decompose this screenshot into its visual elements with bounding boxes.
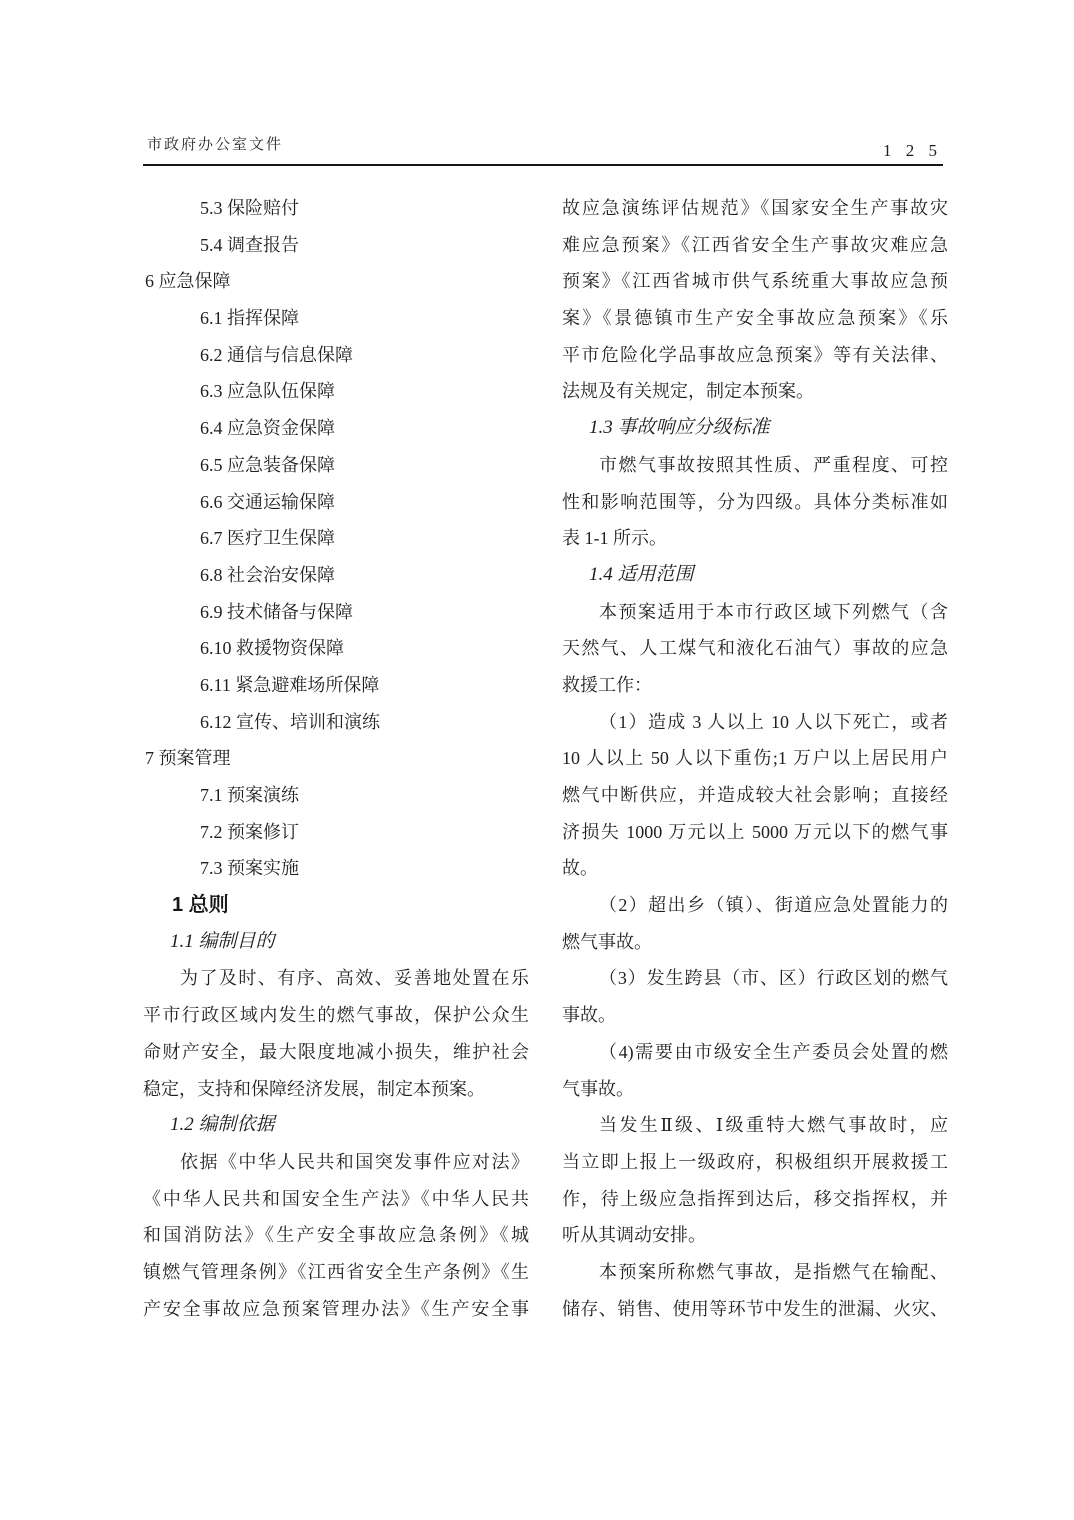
text-line: 难应急预案》《江西省安全生产事故灾难应急	[562, 234, 948, 255]
text-line: 6.7 医疗卫生保障	[200, 528, 335, 549]
text-line: 《中华人民共和国安全生产法》《中华人民共	[143, 1188, 529, 1209]
text-line: 产安全事故应急预案管理办法》《生产安全事	[143, 1298, 529, 1319]
text-line: 市燃气事故按照其性质、严重程度、可控	[599, 454, 948, 475]
text-line: 6.3 应急队伍保障	[200, 381, 335, 402]
header-rule	[143, 164, 943, 166]
text-line: 5.3 保险赔付	[200, 198, 299, 218]
text-line: 平市行政区域内发生的燃气事故，保护公众生	[143, 1005, 529, 1026]
text-line: 当发生Ⅱ级、Ⅰ级重特大燃气事故时，应	[599, 1115, 948, 1136]
text-line: 天然气、人工煤气和液化石油气）事故的应急	[562, 638, 948, 659]
text-line: 6.6 交通运输保障	[200, 491, 335, 512]
text-line: 储存、销售、使用等环节中发生的泄漏、火灾、	[562, 1298, 948, 1319]
text-line: 稳定，支持和保障经济发展，制定本预案。	[143, 1078, 485, 1099]
text-line: 1.1 编制目的	[170, 930, 275, 952]
text-line: 7.3 预案实施	[200, 858, 299, 879]
left-column	[143, 190, 529, 1327]
text-line: 6.11 紧急避难场所保障	[200, 674, 380, 695]
text-line: 6.10 救援物资保障	[200, 638, 344, 659]
text-line: 6.12 宣传、培训和演练	[200, 711, 380, 732]
text-line: 法规及有关规定，制定本预案。	[562, 381, 814, 402]
text-line: 6 应急保障	[145, 271, 231, 292]
text-line: 本预案适用于本市行政区域下列燃气（含	[599, 601, 948, 622]
text-line: 为了及时、有序、高效、妥善地处置在乐	[180, 968, 529, 989]
text-line: 镇燃气管理条例》《江西省安全生产条例》《生	[143, 1261, 529, 1282]
text-line: 救援工作：	[562, 674, 652, 695]
text-line: 平市危险化学品事故应急预案》等有关法律、	[562, 344, 948, 365]
text-line: 7.1 预案演练	[200, 785, 299, 805]
text-line: 1 总则	[172, 894, 229, 917]
page-number: 1 2 5	[883, 141, 942, 160]
text-line: 6.2 通信与信息保障	[200, 344, 353, 365]
text-line: 和国消防法》《生产安全事故应急条例》《城	[143, 1225, 529, 1246]
text-line: 故应急演练评估规范》《国家安全生产事故灾	[562, 198, 948, 218]
text-line: 7 预案管理	[145, 748, 231, 769]
text-line: 1.4 适用范围	[589, 563, 694, 585]
text-line: （3）发生跨县（市、区）行政区划的燃气	[599, 968, 948, 989]
text-line: （2）超出乡（镇）、街道应急处置能力的	[599, 895, 948, 916]
text-line: （4)需要由市级安全生产委员会处置的燃	[599, 1041, 948, 1062]
header-doc-label: 市政府办公室文件	[147, 137, 284, 153]
text-line: 表 1-1 所示。	[562, 528, 667, 549]
text-line: 听从其调动安排。	[562, 1225, 706, 1246]
text-line: 10 人以上 50 人以下重伤;1 万户以上居民用户	[562, 748, 948, 769]
text-line: 1.2 编制依据	[170, 1114, 275, 1136]
right-column	[562, 190, 948, 1327]
text-line: 作，待上级应急指挥到达后，移交指挥权，并	[562, 1188, 948, 1209]
text-line: 案》《景德镇市生产安全事故应急预案》《乐	[562, 308, 948, 329]
text-line: 济损失 1000 万元以上 5000 万元以下的燃气事	[562, 821, 948, 842]
text-line: 5.4 调查报告	[200, 234, 299, 255]
text-line: 本预案所称燃气事故，是指燃气在输配、	[599, 1261, 948, 1282]
text-line: 燃气中断供应，并造成较大社会影响；直接经	[562, 785, 948, 805]
text-line: 当立即上报上一级政府，积极组织开展救援工	[562, 1151, 948, 1172]
text-line: 性和影响范围等，分为四级。具体分类标准如	[562, 491, 948, 512]
text-line: 燃气事故。	[562, 931, 652, 952]
text-line: 6.8 社会治安保障	[200, 564, 335, 585]
text-line: 故。	[562, 858, 598, 879]
text-line: 气事故。	[562, 1078, 634, 1099]
text-line: 预案》《江西省城市供气系统重大事故应急预	[562, 271, 948, 292]
text-line: 6.4 应急资金保障	[200, 418, 335, 439]
text-line: （1）造成 3 人以上 10 人以下死亡，或者	[599, 711, 948, 732]
text-line: 事故。	[562, 1005, 616, 1026]
text-line: 命财产安全，最大限度地减小损失，维护社会	[143, 1041, 529, 1062]
text-line: 6.5 应急装备保障	[200, 454, 335, 475]
text-line: 6.9 技术储备与保障	[200, 601, 353, 622]
text-line: 依据《中华人民共和国突发事件应对法》	[180, 1151, 529, 1172]
text-line: 1.3 事故响应分级标准	[589, 417, 770, 439]
text-line: 6.1 指挥保障	[200, 308, 299, 329]
text-line: 7.2 预案修订	[200, 821, 299, 842]
